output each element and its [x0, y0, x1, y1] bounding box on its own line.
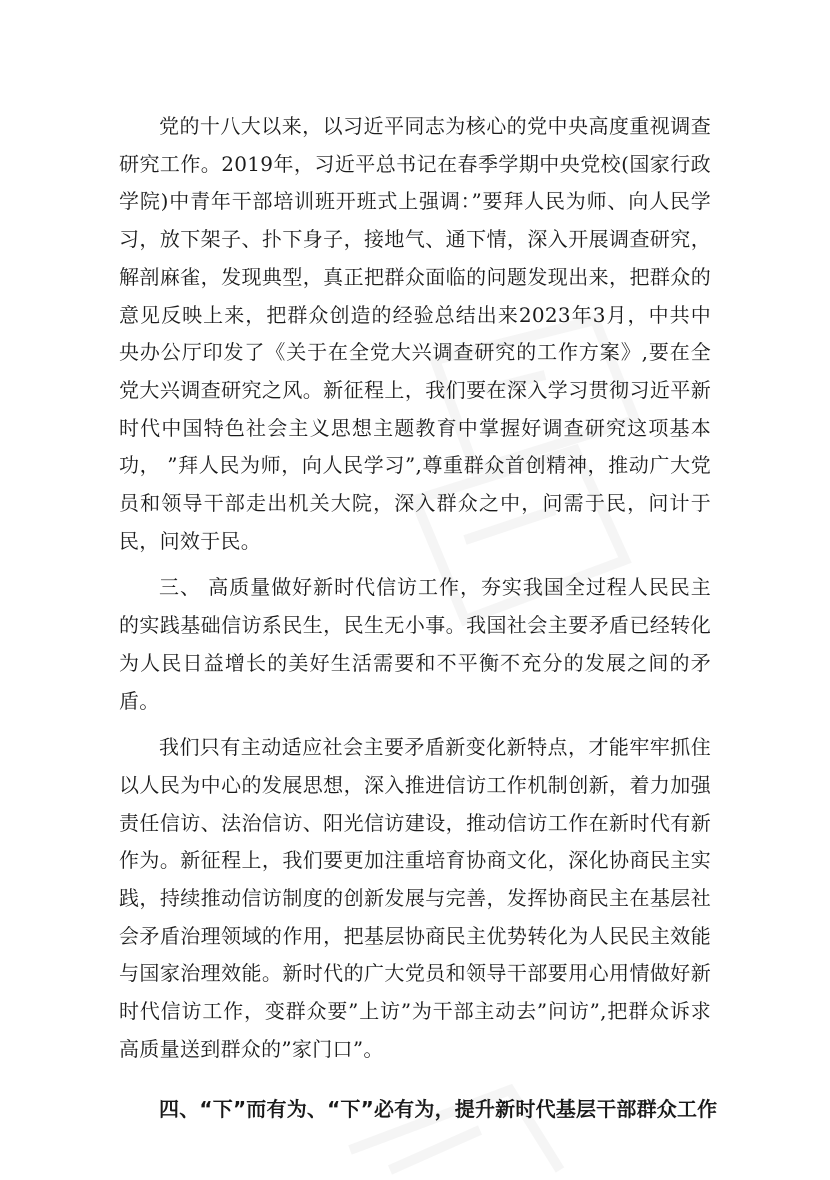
section-heading: 四、“下”而有为、“下”必有为，提升新时代基层干部群众工作: [159, 1096, 718, 1121]
paragraph-petition-section: 三、 高质量做好新时代信访工作，夯实我国全过程人民民主的实践基础信访系民生，民生无小事。我国社会主要矛盾已经转化为人民日益增长的美好生活需要和不平衡不充分的发展之间的矛盾。: [119, 575, 711, 713]
paragraph-research: 党的十八大以来，以习近平同志为核心的党中央高度重视调查研究工作。2019年，习近平总书记在春季学期中央党校(国家行政学院)中青年干部培训班开班式上强调：”要拜人民为师、向人民学习，放下架子、扑下身子，接地气、通下情，深入开展调查研究，解剖麻雀，发现典型，真正把群众面临的问题发现出来，把群众的意见反映上来，把群众创造的经验总结出来2023年3月，中共中央办公厅印发了《关于在全党大兴调查研究的工作方案》,要在全党大兴调查研究之风。新征程上，我们要在深入学习贯彻习近平新时代中国特色社会主义思想主题教育中掌握好调查研究这项基本功， ”拜人民为师，向人民学习”,尊重群众首创精神，推动广大党员和领导干部走出机关大院，深入群众之中，问需于民，问计于民，问效于民。: [119, 114, 711, 553]
document-body: [119, 108, 718, 1128]
paragraph-petition-work: 我们只有主动适应社会主要矛盾新变化新特点，才能牢牢抓住以人民为中心的发展思想，深入推进信访工作机制创新，着力加强责任信访、法治信访、阳光信访建设，推动信访工作在新时代有新作为。新征程上，我们要更加注重培育协商文化，深化协商民主实践，持续推动信访制度的创新发展与完善，发挥协商民主在基层社会矛盾治理领域的作用，把基层协商民主优势转化为人民民主效能与国家治理效能。新时代的广大党员和领导干部要用心用情做好新时代信访工作，变群众要”上访”为干部主动去”问访”,把群众诉求高质量送到群众的”家门口”。: [119, 735, 711, 1061]
